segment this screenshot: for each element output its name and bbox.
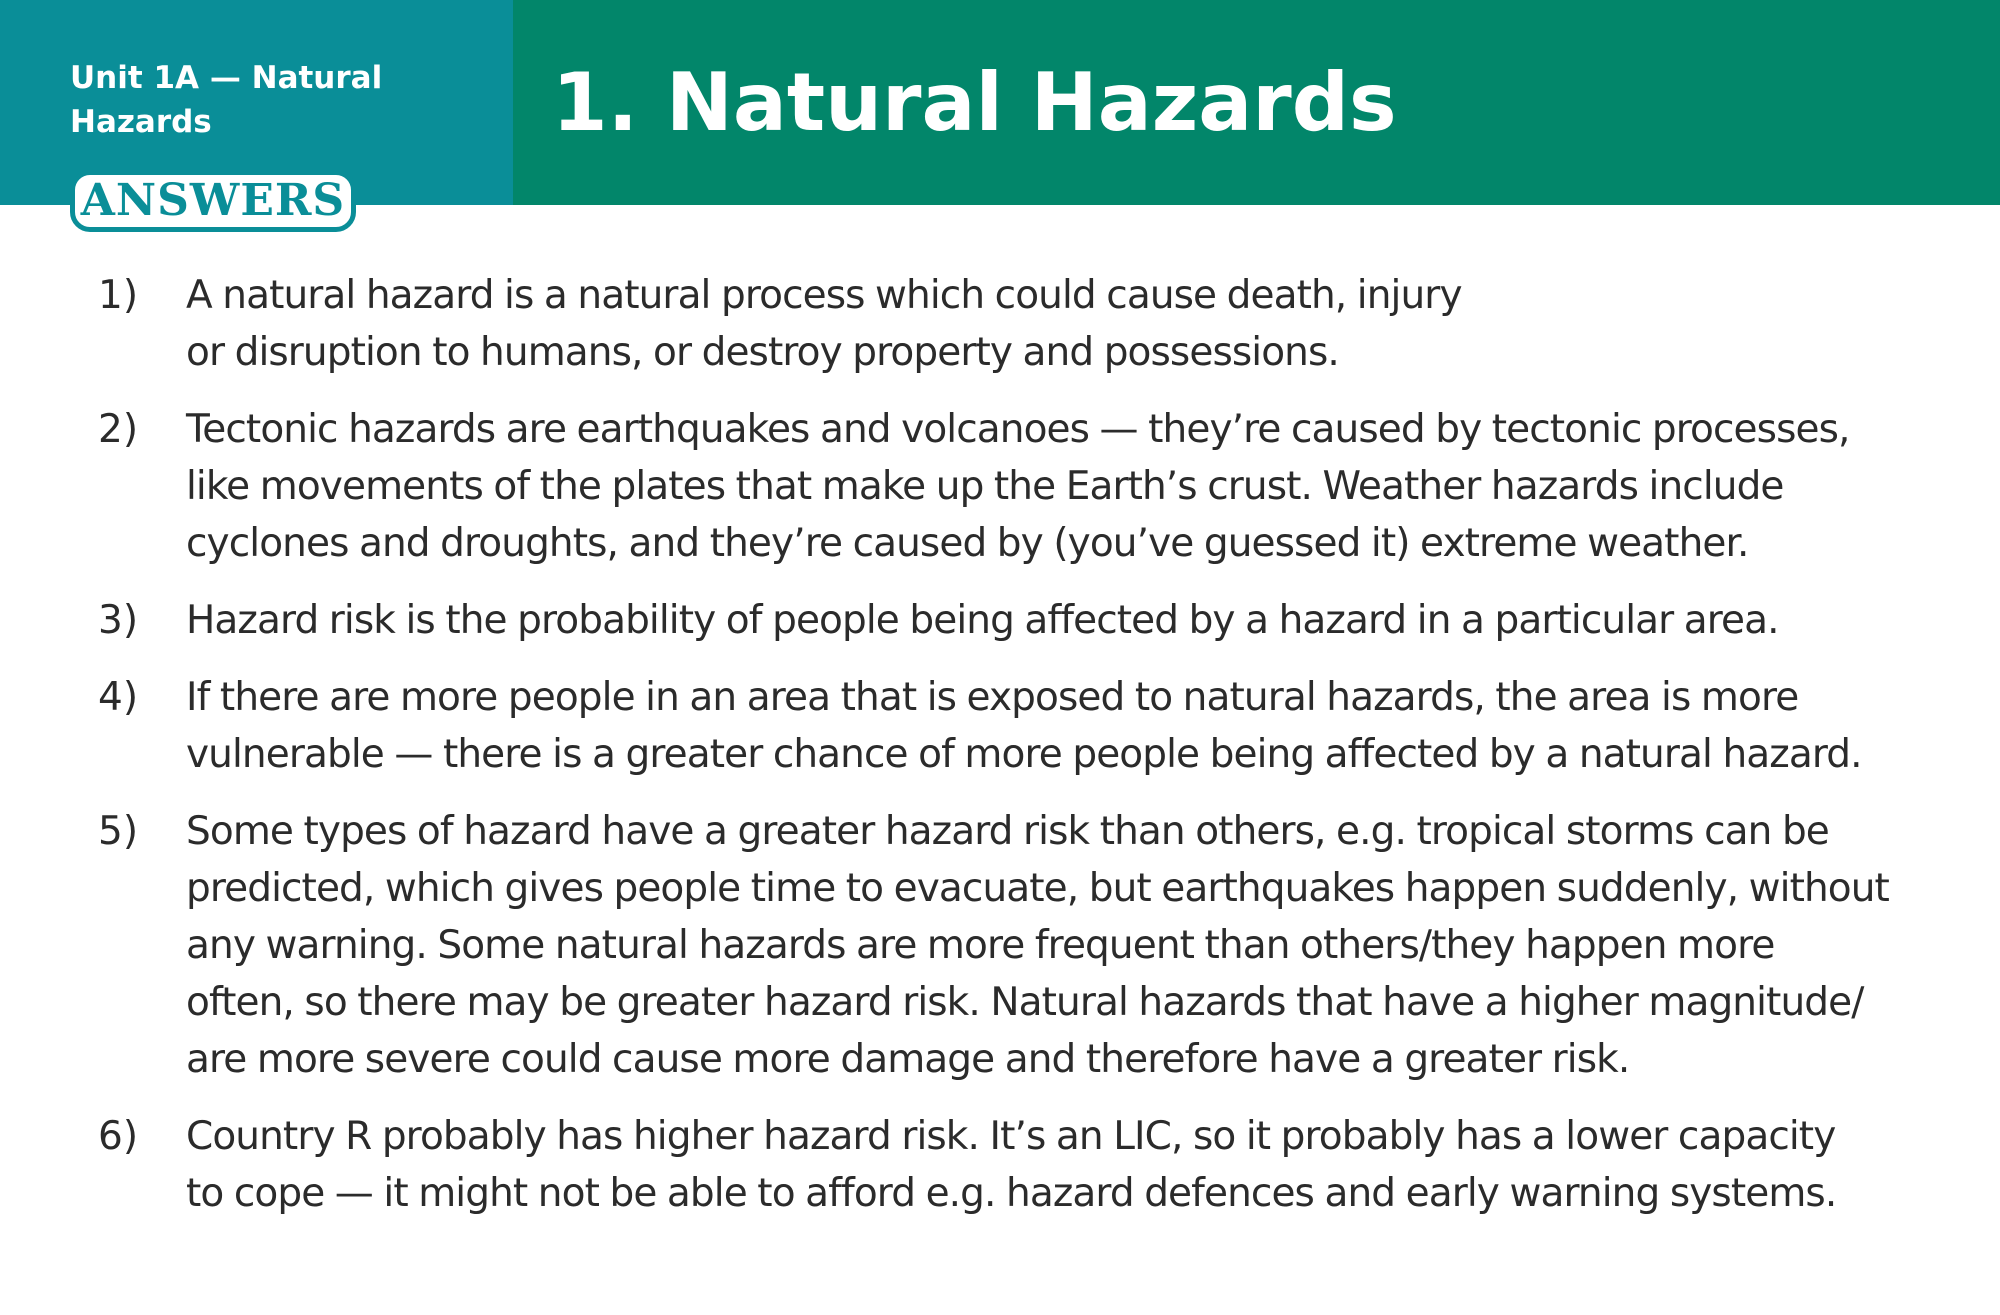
answer-number: 6) bbox=[98, 1114, 139, 1159]
answer-text-line: any warning. Some natural hazards are more frequent than others/they happen more bbox=[186, 923, 1775, 968]
answer-text-line: or disruption to humans, or destroy property and possessions. bbox=[186, 330, 1339, 375]
answer-text-line: to cope — it might not be able to afford e.g. hazard defences and early warning systems. bbox=[186, 1171, 1837, 1216]
answer-text-line: If there are more people in an area that is exposed to natural hazards, the area is more bbox=[186, 675, 1799, 720]
answer-item bbox=[0, 803, 2000, 1088]
unit-label bbox=[70, 56, 490, 144]
answer-number: 1) bbox=[98, 273, 139, 318]
answer-number: 2) bbox=[98, 407, 139, 452]
page-title: 1. Natural Hazards bbox=[552, 56, 1397, 149]
answers-list bbox=[0, 267, 2000, 1242]
answer-item bbox=[0, 592, 2000, 649]
answer-text bbox=[186, 592, 1946, 649]
answers-badge: ANSWERS bbox=[70, 170, 356, 232]
answer-text bbox=[186, 267, 1946, 381]
answer-text-line: often, so there may be greater hazard risk. Natural hazards that have a higher magnitude/ bbox=[186, 980, 1864, 1025]
answer-number: 4) bbox=[98, 675, 139, 720]
answer-text bbox=[186, 803, 1946, 1088]
unit-label-line: Unit 1A — Natural bbox=[70, 60, 383, 96]
answer-text-line: Tectonic hazards are earthquakes and volcanoes — they’re caused by tectonic processes, bbox=[186, 407, 1850, 452]
answer-text-line: are more severe could cause more damage and therefore have a greater risk. bbox=[186, 1037, 1630, 1082]
unit-label-line: Hazards bbox=[70, 104, 212, 140]
answer-item bbox=[0, 401, 2000, 572]
answer-text-line: A natural hazard is a natural process which could cause death, injury bbox=[186, 273, 1462, 318]
answer-text-line: cyclones and droughts, and they’re caused by (you’ve guessed it) extreme weather. bbox=[186, 521, 1749, 566]
answer-text-line: Country R probably has higher hazard risk. It’s an LIC, so it probably has a lower capacity bbox=[186, 1114, 1836, 1159]
answer-text bbox=[186, 1108, 1946, 1222]
answer-text-line: Hazard risk is the probability of people being affected by a hazard in a particular area. bbox=[186, 598, 1779, 643]
answer-item bbox=[0, 1108, 2000, 1222]
answer-text bbox=[186, 669, 1946, 783]
answer-text bbox=[186, 401, 1946, 572]
answer-item bbox=[0, 267, 2000, 381]
answer-text-line: vulnerable — there is a greater chance of more people being affected by a natural hazard. bbox=[186, 732, 1862, 777]
answer-number: 5) bbox=[98, 809, 139, 854]
answer-number: 3) bbox=[98, 598, 139, 643]
answer-text-line: Some types of hazard have a greater hazard risk than others, e.g. tropical storms can be bbox=[186, 809, 1829, 854]
answer-text-line: like movements of the plates that make up the Earth’s crust. Weather hazards include bbox=[186, 464, 1784, 509]
answer-item bbox=[0, 669, 2000, 783]
answer-text-line: predicted, which gives people time to evacuate, but earthquakes happen suddenly, without bbox=[186, 866, 1889, 911]
